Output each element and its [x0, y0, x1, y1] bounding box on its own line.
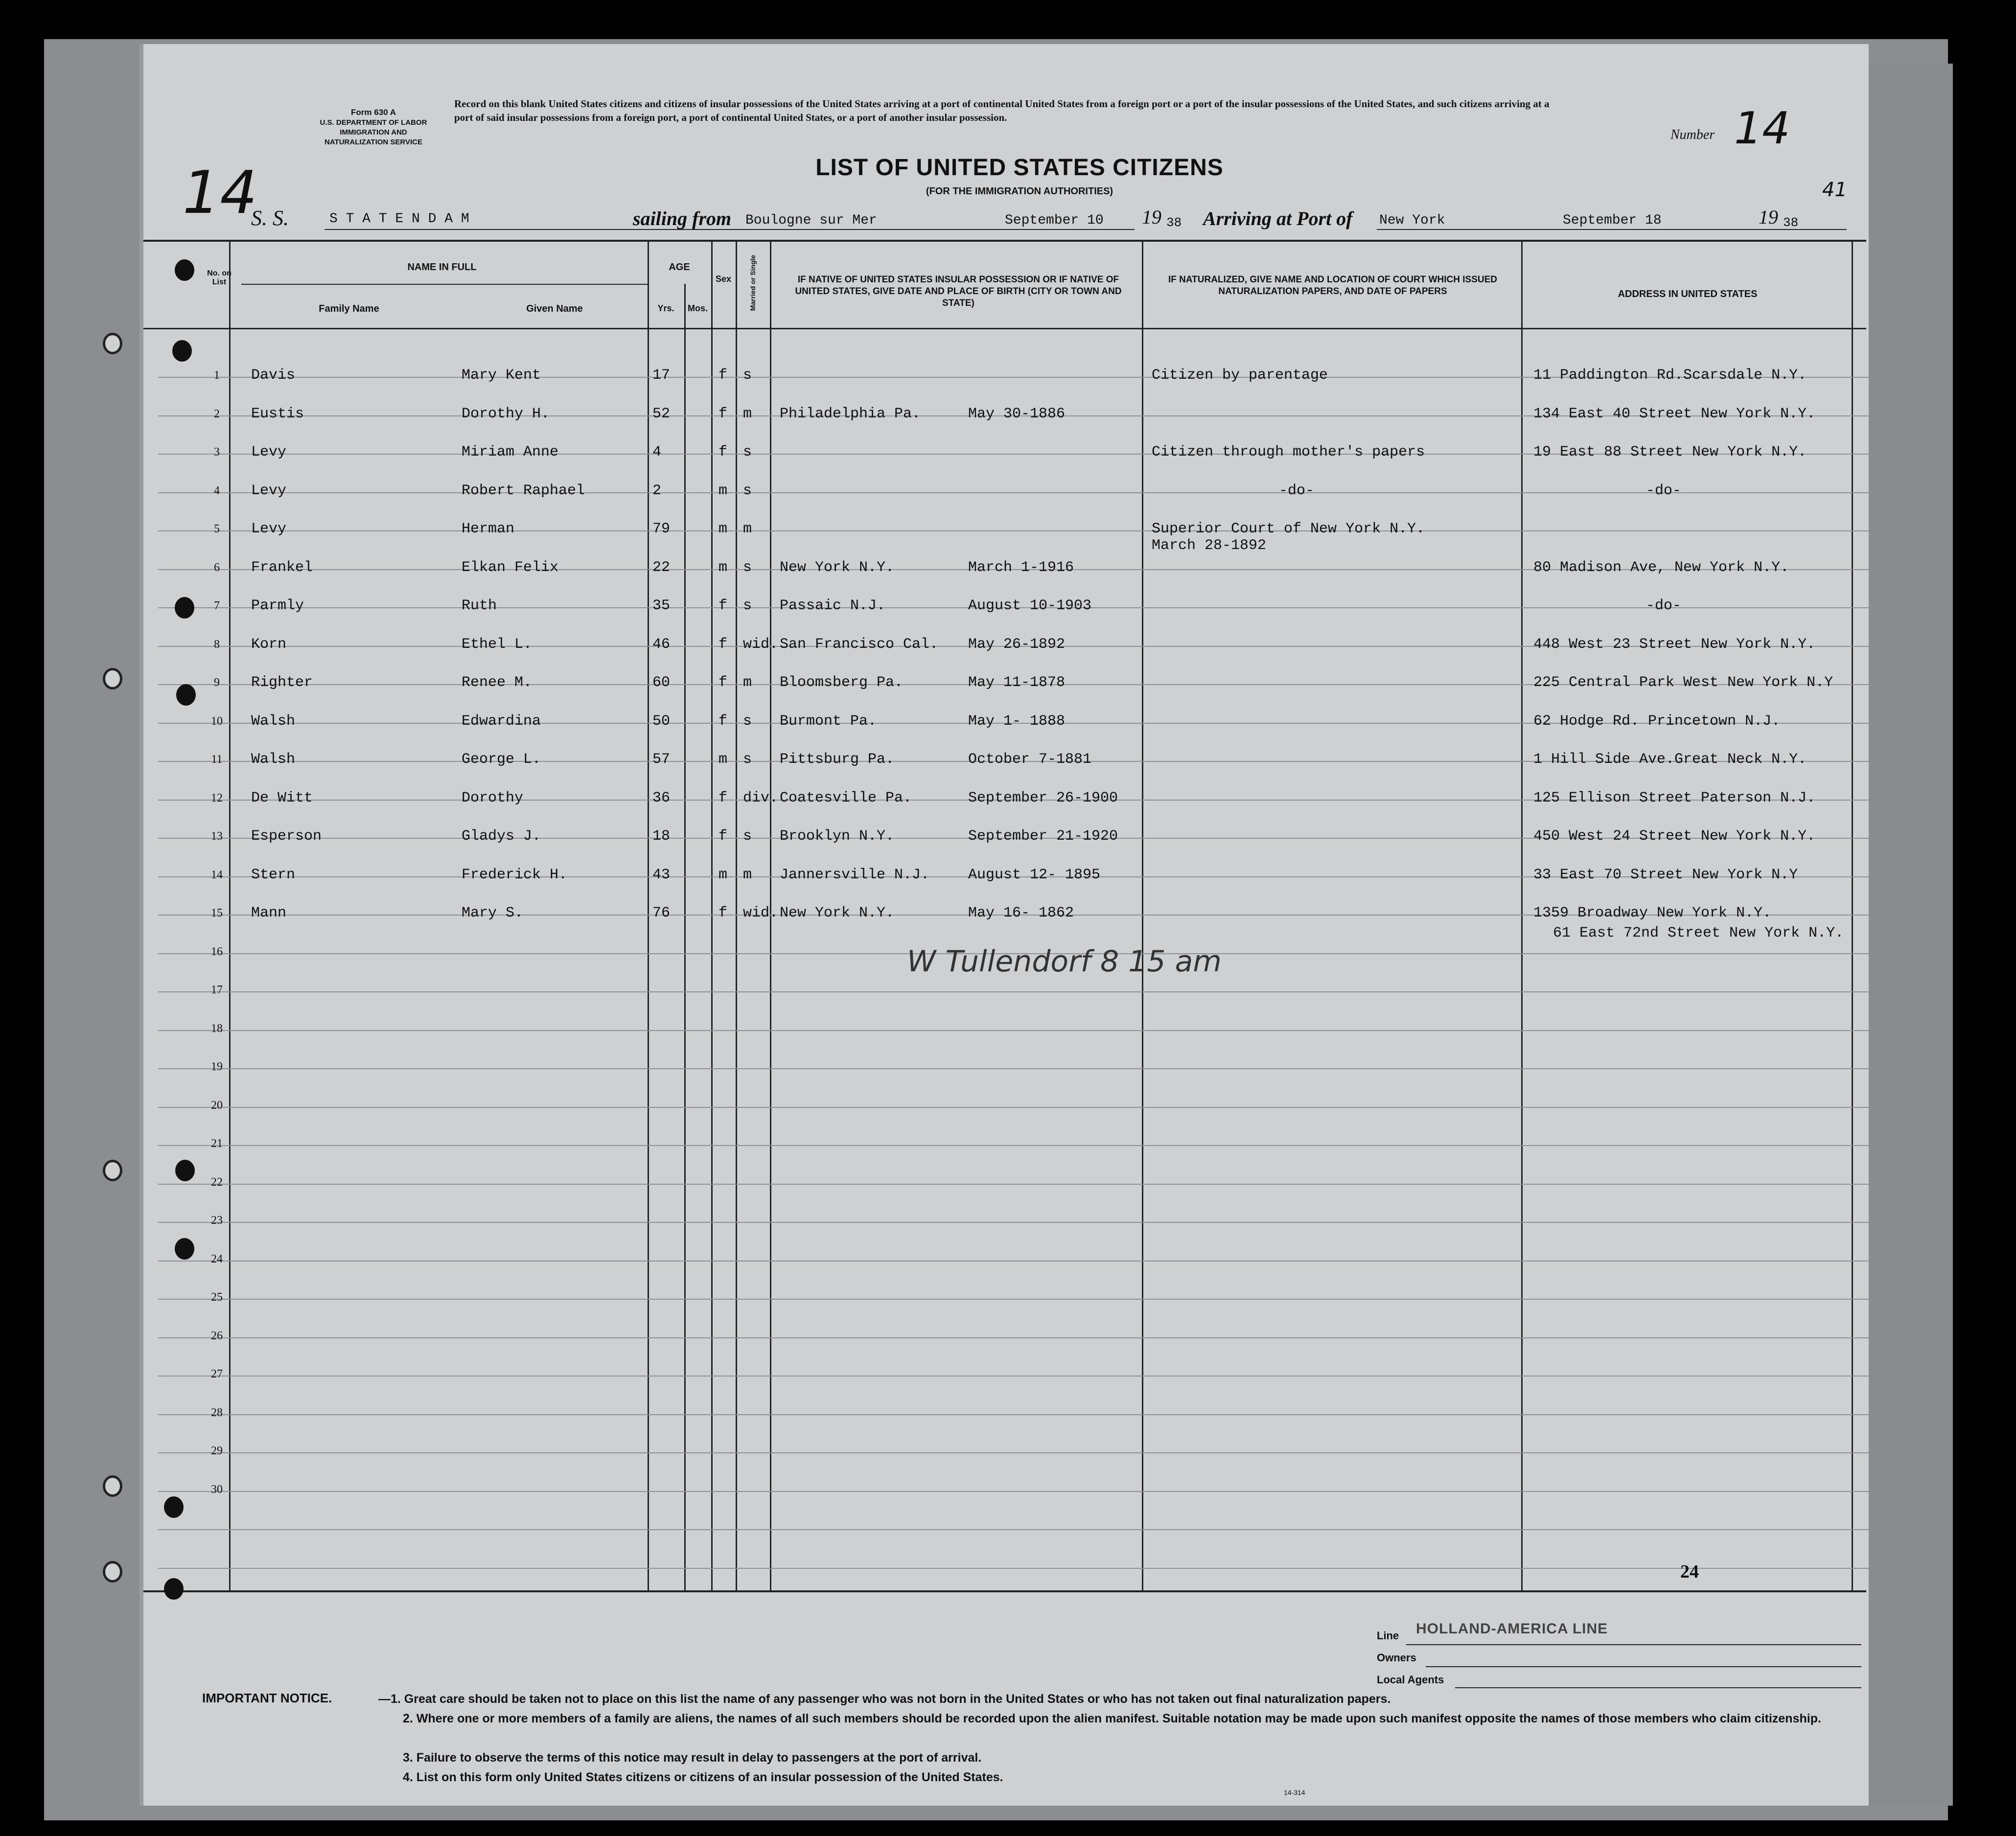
row-number: 16 — [211, 945, 223, 958]
row-rule — [158, 530, 1869, 531]
address: 225 Central Park West New York N.Y — [1533, 674, 1833, 691]
row-number: 29 — [211, 1445, 223, 1457]
sex: m — [718, 751, 728, 768]
header-mos: Mos. — [687, 303, 708, 313]
family-name: Parmly — [251, 597, 304, 614]
marital-status: s — [743, 712, 752, 730]
binder-hole — [103, 1561, 122, 1583]
row-number: 2 — [214, 407, 220, 420]
notice-2: 2. Where one or more members of a family are aliens, the names of all such members should be recorded upon the alien manifest. Suitable notation may be made upon such manifest opposite the names of those members who claim citizenship. — [403, 1712, 1821, 1725]
marital-status: m — [743, 405, 752, 422]
birth-date: August 12- 1895 — [968, 866, 1101, 883]
marital-status: div. — [743, 789, 779, 806]
line-underline — [1406, 1644, 1861, 1645]
family-name: Esperson — [251, 828, 322, 845]
row-number: 12 — [211, 791, 223, 804]
row-number: 5 — [214, 523, 220, 535]
row-number: 15 — [211, 907, 223, 919]
birth-place: Jannersville N.J. — [780, 866, 930, 883]
manifest-page — [139, 44, 1869, 1806]
given-name: Mary Kent — [462, 367, 541, 384]
binder-hole — [103, 1160, 122, 1181]
given-name: Dorothy H. — [462, 405, 550, 422]
depart-year-prefix: 19 — [1142, 206, 1161, 228]
row-number: 11 — [211, 753, 223, 766]
arrive-year: 38 — [1783, 215, 1799, 230]
row-rule — [158, 1107, 1869, 1108]
sailing-label: sailing from — [633, 207, 732, 230]
birth-date: May 11-1878 — [968, 674, 1066, 691]
row-number: 7 — [214, 599, 220, 612]
binder-hole — [175, 1160, 195, 1181]
row-number: 28 — [211, 1406, 223, 1419]
birth-date: May 30-1886 — [968, 405, 1066, 422]
age: 52 — [652, 405, 671, 422]
sex: m — [718, 866, 728, 883]
given-name: George L. — [462, 751, 541, 768]
age: 60 — [652, 674, 671, 691]
sex: f — [718, 636, 728, 653]
depart-year: 38 — [1166, 215, 1182, 230]
table-bottom-rule — [143, 1590, 1866, 1592]
depart-date: September 10 — [1005, 213, 1104, 228]
dept-line-3: NATURALIZATION SERVICE — [324, 138, 422, 146]
dept-line-1: U.S. DEPARTMENT OF LABOR — [320, 118, 427, 127]
marital-status: m — [743, 521, 752, 537]
binder-hole — [103, 668, 122, 689]
row-number: 3 — [214, 446, 220, 459]
birth-place: Coatesville Pa. — [780, 789, 912, 806]
header-birth: IF NATIVE OF UNITED STATES INSULAR POSSESSION OR IF NATIVE OF UNITED STATES, GIVE DATE AND PLACE OF BIRTH (CITY OR TOWN AND STATE) — [795, 275, 1122, 308]
sex: f — [718, 597, 728, 614]
marital-status: s — [743, 828, 752, 845]
address: 448 West 23 Street New York N.Y. — [1533, 636, 1816, 653]
binder-hole — [164, 1496, 184, 1518]
row-rule — [158, 1376, 1869, 1377]
table-top-rule — [143, 240, 1866, 242]
family-name: Walsh — [251, 751, 296, 768]
row-rule — [158, 1414, 1869, 1415]
table-header-rule — [143, 328, 1866, 329]
row-rule — [158, 1452, 1869, 1453]
birth-place: Pittsburg Pa. — [780, 751, 895, 768]
binder-hole — [175, 1238, 194, 1260]
line-value: HOLLAND-AMERICA LINE — [1416, 1621, 1608, 1637]
dept-line-2: IMMIGRATION AND — [340, 128, 407, 137]
page-title: LIST OF UNITED STATES CITIZENS — [815, 155, 1224, 181]
ss-label: S. S. — [251, 206, 289, 230]
row-number: 1 — [214, 369, 220, 382]
header-yrs: Yrs. — [657, 303, 674, 313]
row-number: 13 — [211, 830, 223, 843]
family-name: Walsh — [251, 712, 296, 730]
marital-status: s — [743, 367, 752, 384]
birth-place: Bloomsberg Pa. — [780, 674, 904, 691]
address: 11 Paddington Rd.Scarsdale N.Y. — [1533, 367, 1807, 384]
binder-hole — [175, 259, 194, 281]
birth-place: Brooklyn N.Y. — [780, 828, 895, 845]
to-port: New York — [1379, 213, 1445, 228]
age: 17 — [652, 367, 671, 384]
family-name: Davis — [251, 367, 296, 384]
binder-hole — [176, 684, 196, 706]
col-rule — [684, 284, 686, 1590]
handwritten-list-number: 14 — [183, 159, 257, 227]
handwritten-note: W Tullendorf 8 15 am — [907, 944, 1222, 979]
family-name: De Witt — [251, 789, 313, 806]
given-name: Gladys J. — [462, 828, 541, 845]
line-label: Line — [1377, 1629, 1399, 1642]
family-name: Levy — [251, 482, 287, 499]
family-name: Eustis — [251, 405, 304, 422]
marital-status: s — [743, 751, 752, 768]
given-name: Robert Raphael — [462, 482, 585, 499]
family-name: Levy — [251, 444, 287, 460]
arrive-date: September 18 — [1563, 213, 1662, 228]
row-number: 18 — [211, 1022, 223, 1035]
family-name: Mann — [251, 905, 287, 921]
birth-date: May 26-1892 — [968, 636, 1066, 653]
row-number: 8 — [214, 638, 220, 651]
given-name: Dorothy — [462, 789, 524, 806]
binder-hole — [172, 340, 192, 362]
row-number: 25 — [211, 1291, 223, 1304]
age: 4 — [652, 444, 662, 460]
header-name-in-full: NAME IN FULL — [407, 262, 477, 273]
row-rule — [158, 1337, 1869, 1338]
number-label: Number — [1670, 127, 1715, 142]
header-family-name: Family Name — [319, 303, 379, 314]
header-address: ADDRESS IN UNITED STATES — [1618, 289, 1758, 299]
row-number: 26 — [211, 1329, 223, 1342]
row-rule — [158, 1529, 1869, 1530]
birth-place: New York N.Y. — [780, 559, 895, 576]
sex: m — [718, 482, 728, 499]
row-rule — [158, 1222, 1869, 1223]
binder-hole — [175, 597, 194, 619]
row-rule — [158, 492, 1869, 493]
number-value: 14 — [1734, 103, 1790, 154]
row-rule — [158, 1184, 1869, 1185]
row-number: 23 — [211, 1214, 223, 1227]
notice-title: IMPORTANT NOTICE. — [202, 1691, 332, 1705]
extra-address: 61 East 72nd Street New York N.Y. — [1553, 925, 1844, 941]
age: 46 — [652, 636, 671, 653]
row-number: 14 — [211, 868, 223, 881]
owners-underline — [1426, 1666, 1861, 1667]
address: 450 West 24 Street New York N.Y. — [1533, 828, 1816, 845]
birth-place: Philadelphia Pa. — [780, 405, 921, 422]
birth-date: September 21-1920 — [968, 828, 1118, 845]
corner-number: 41 — [1822, 179, 1847, 201]
age: 57 — [652, 751, 671, 768]
row-rule — [158, 1299, 1869, 1300]
age: 43 — [652, 866, 671, 883]
family-name: Righter — [251, 674, 313, 691]
sex: f — [718, 674, 728, 691]
ship-name: S T A T E N D A M — [329, 211, 469, 227]
given-name: Ruth — [462, 597, 497, 614]
naturalization: Citizen by parentage — [1152, 367, 1328, 384]
binder-edge — [1860, 64, 1953, 1806]
row-number: 17 — [211, 984, 223, 996]
age: 79 — [652, 521, 671, 537]
row-number: 4 — [214, 484, 220, 497]
row-number: 6 — [214, 561, 220, 574]
header-naturalized: IF NATURALIZED, GIVE NAME AND LOCATION OF COURT WHICH ISSUED NATURALIZATION PAPERS, AND DATE OF PAPERS — [1168, 275, 1497, 297]
bottom-number: 24 — [1680, 1561, 1699, 1582]
to-underline — [1377, 229, 1847, 230]
row-rule — [158, 1068, 1869, 1069]
address: 19 East 88 Street New York N.Y. — [1533, 444, 1807, 460]
row-number: 24 — [211, 1252, 223, 1265]
naturalization: -do- — [1279, 482, 1315, 499]
arrive-year-prefix: 19 — [1759, 206, 1778, 228]
birth-date: October 7-1881 — [968, 751, 1092, 768]
age: 50 — [652, 712, 671, 730]
header-sex: Sex — [715, 274, 732, 284]
name-subrule — [241, 284, 648, 285]
binder-hole — [103, 333, 122, 354]
age: 22 — [652, 559, 671, 576]
row-number: 27 — [211, 1368, 223, 1380]
given-name: Miriam Anne — [462, 444, 559, 460]
row-number: 19 — [211, 1060, 223, 1073]
birth-date: May 16- 1862 — [968, 905, 1074, 921]
birth-place: San Francisco Cal. — [780, 636, 939, 653]
marital-status: m — [743, 866, 752, 883]
marital-status: m — [743, 674, 752, 691]
naturalization: Citizen through mother's papers — [1152, 444, 1425, 460]
sex: f — [718, 444, 728, 460]
sex: f — [718, 367, 728, 384]
age: 2 — [652, 482, 662, 499]
row-number: 21 — [211, 1137, 223, 1150]
address: -do- — [1646, 482, 1682, 499]
agents-underline — [1455, 1687, 1861, 1688]
row-rule — [158, 1030, 1869, 1031]
address: 1 Hill Side Ave.Great Neck N.Y. — [1533, 751, 1807, 768]
sex: f — [718, 405, 728, 422]
printer-code: 14-314 — [1284, 1789, 1305, 1796]
marital-status: wid. — [743, 636, 779, 653]
from-port: Boulogne sur Mer — [745, 213, 877, 228]
row-rule — [158, 1491, 1869, 1492]
page-subtitle: (FOR THE IMMIGRATION AUTHORITIES) — [926, 186, 1113, 197]
naturalization-date: March 28-1892 — [1152, 537, 1267, 554]
given-name: Renee M. — [462, 674, 533, 691]
address: 62 Hodge Rd. Princetown N.J. — [1533, 712, 1781, 730]
family-name: Korn — [251, 636, 287, 653]
marital-status: s — [743, 597, 752, 614]
row-rule — [158, 1261, 1869, 1262]
address: 80 Madison Ave, New York N.Y. — [1533, 559, 1789, 576]
birth-date: August 10-1903 — [968, 597, 1092, 614]
marital-status: s — [743, 444, 752, 460]
binder-hole — [103, 1475, 122, 1497]
notice-4: 4. List on this form only United States citizens or citizens of an insular possession of the United States. — [403, 1770, 1003, 1784]
intro-text: Record on this blank United States citizens and citizens of insular possessions of the United States arriving at a port of continental United States from a foreign port or a port of the insular possessions of the United States, and such citizens arriving at a port of said insular possessions from a foreign port, a port of continental United States, or a port of another insular possession. — [454, 98, 1550, 123]
binder-hole — [164, 1578, 184, 1600]
family-name: Stern — [251, 866, 296, 883]
given-name: Edwardina — [462, 712, 541, 730]
age: 36 — [652, 789, 671, 806]
marital-status: s — [743, 482, 752, 499]
birth-place: New York N.Y. — [780, 905, 895, 921]
sex: f — [718, 828, 728, 845]
header-given-name: Given Name — [526, 303, 583, 314]
given-name: Ethel L. — [462, 636, 533, 653]
notice-1: —1. Great care should be taken not to place on this list the name of any passenger who was not born in the United States or who has not taken out final naturalization papers. — [378, 1692, 1391, 1706]
given-name: Mary S. — [462, 905, 524, 921]
row-number: 30 — [211, 1483, 223, 1496]
family-name: Frankel — [251, 559, 313, 576]
owners-label: Owners — [1377, 1652, 1416, 1664]
row-rule — [158, 1568, 1869, 1569]
given-name: Frederick H. — [462, 866, 568, 883]
birth-date: March 1-1916 — [968, 559, 1074, 576]
given-name: Herman — [462, 521, 515, 537]
local-agents-label: Local Agents — [1377, 1674, 1444, 1686]
header-married-single: Married or Single — [749, 254, 757, 311]
sex: m — [718, 559, 728, 576]
row-rule — [158, 991, 1869, 992]
address: 1359 Broadway New York N.Y. — [1533, 905, 1772, 921]
row-rule — [158, 1145, 1869, 1146]
birth-place: Burmont Pa. — [780, 712, 877, 730]
birth-date: May 1- 1888 — [968, 712, 1066, 730]
family-name: Levy — [251, 521, 287, 537]
sex: m — [718, 521, 728, 537]
marital-status: s — [743, 559, 752, 576]
address: 125 Ellison Street Paterson N.J. — [1533, 789, 1816, 806]
row-number: 20 — [211, 1099, 223, 1112]
naturalization: Superior Court of New York N.Y. — [1152, 521, 1425, 537]
address: -do- — [1646, 597, 1682, 614]
birth-date: September 26-1900 — [968, 789, 1118, 806]
header-age: AGE — [669, 262, 690, 273]
marital-status: wid. — [743, 905, 779, 921]
sex: f — [718, 712, 728, 730]
address: 134 East 40 Street New York N.Y. — [1533, 405, 1816, 422]
from-underline — [743, 229, 1135, 230]
age: 76 — [652, 905, 671, 921]
given-name: Elkan Felix — [462, 559, 559, 576]
row-number: 10 — [211, 714, 223, 728]
row-number: 9 — [214, 676, 220, 689]
row-number: 22 — [211, 1175, 223, 1189]
notice-3: 3. Failure to observe the terms of this notice may result in delay to passengers at the port of arrival. — [403, 1751, 982, 1765]
age: 35 — [652, 597, 671, 614]
birth-place: Passaic N.J. — [780, 597, 886, 614]
header-no-on-list: No. on List — [207, 269, 232, 286]
address: 33 East 70 Street New York N.Y — [1533, 866, 1798, 883]
sex: f — [718, 905, 728, 921]
sex: f — [718, 789, 728, 806]
form-id: Form 630 A — [351, 108, 396, 117]
arriving-label: Arriving at Port of — [1203, 207, 1353, 230]
age: 18 — [652, 828, 671, 845]
